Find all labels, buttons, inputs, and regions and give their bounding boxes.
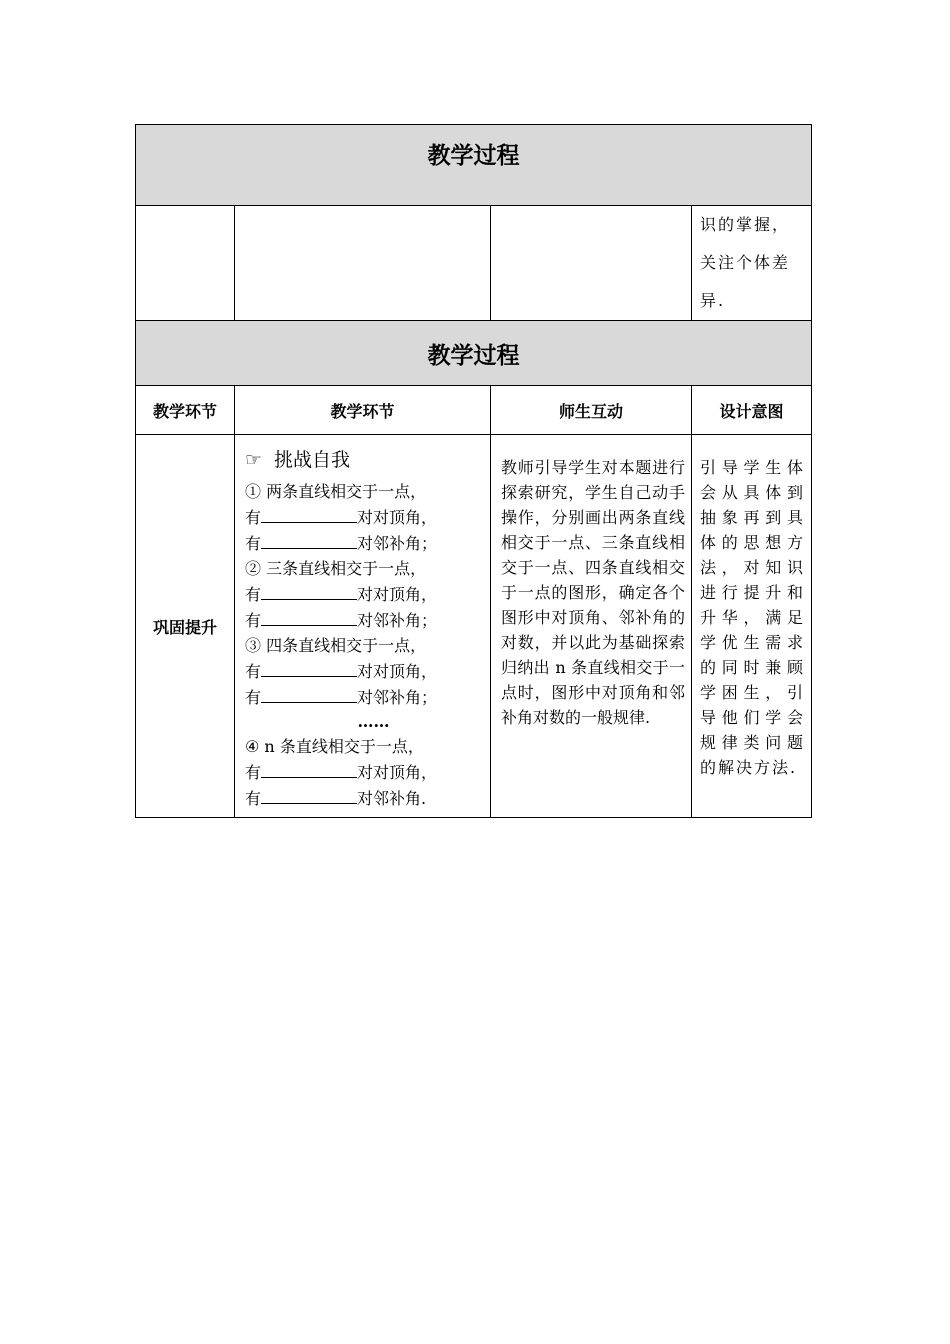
exercise-line: 有 对对顶角，	[245, 581, 482, 607]
challenge-title-text: 挑战自我	[274, 449, 351, 471]
continuation-cell-content	[235, 206, 491, 321]
exercise-lead: ③ 四条直线相交于一点，	[245, 636, 427, 655]
exercise-item-3	[245, 633, 482, 710]
exercise-lead: ② 三条直线相交于一点，	[245, 559, 427, 578]
exercise-item-2	[245, 556, 482, 633]
exercise-lead: ① 两条直线相交于一点，	[245, 482, 427, 501]
header-col2: 教学环节	[235, 386, 491, 435]
answer-blank	[261, 759, 357, 778]
section-banner-title: 教学过程	[427, 342, 520, 369]
exercise-line: 有 对邻补角；	[245, 684, 482, 710]
pointing-hand-icon: ☞	[245, 449, 263, 471]
answer-blank	[261, 504, 357, 523]
answer-blank	[261, 785, 357, 804]
answer-blank	[261, 658, 357, 677]
answer-blank	[261, 530, 357, 549]
stage-cell: 巩固提升	[136, 435, 235, 818]
continuation-intent-line: 关注个体差	[700, 253, 791, 272]
header-col4: 设计意图	[692, 386, 812, 435]
header-col1: 教学环节	[136, 386, 235, 435]
exercise-lead: ④ n 条直线相交于一点，	[245, 737, 424, 756]
continuation-cell-intent	[692, 206, 812, 321]
exercise-item-4	[245, 734, 482, 811]
content-row	[136, 435, 812, 818]
challenge-title	[245, 445, 482, 475]
answer-blank	[261, 607, 357, 626]
header-col3: 师生互动	[491, 386, 692, 435]
exercise-item-1	[245, 479, 482, 556]
interaction-cell: 教师引导学生对本题进行探索研究，学生自己动手操作，分别画出两条直线相交于一点、三条直线相交于一点、四条直线相交于一点的图形，确定各个图形中对顶角、邻补角的对数，并以此为基础探索归纳出 n 条直线相交于一点时，图形中对顶角和邻补角对数的一般规律.	[491, 435, 692, 818]
answer-blank	[261, 581, 357, 600]
ellipsis: ……	[357, 712, 390, 731]
exercise-line: 有 对邻补角；	[245, 607, 482, 633]
top-banner	[136, 125, 812, 206]
continuation-intent-line: 识的掌握，	[700, 215, 791, 234]
exercise-line: 有 对邻补角；	[245, 530, 482, 556]
challenge-cell	[235, 435, 491, 818]
exercise-line: 有 对邻补角.	[245, 785, 482, 811]
exercise-line: 有 对对顶角，	[245, 504, 482, 530]
exercise-line: 有 对对顶角，	[245, 658, 482, 684]
lesson-table	[135, 124, 812, 818]
continuation-row	[136, 206, 812, 321]
top-banner-title: 教学过程	[427, 143, 520, 169]
section-banner	[136, 321, 812, 386]
continuation-intent-line: 异.	[700, 291, 726, 310]
continuation-cell-stage	[136, 206, 235, 321]
answer-blank	[261, 684, 357, 703]
exercise-line: 有 对对顶角，	[245, 759, 482, 785]
header-row	[136, 386, 812, 435]
continuation-cell-interaction	[491, 206, 692, 321]
intent-cell: 引导学生体会从具体到抽象再到具体的思想方法，对知识进行提升和升华，满足学优生需求的同时兼顾学困生，引导他们学会规律类问题的解决方法.	[692, 435, 812, 818]
